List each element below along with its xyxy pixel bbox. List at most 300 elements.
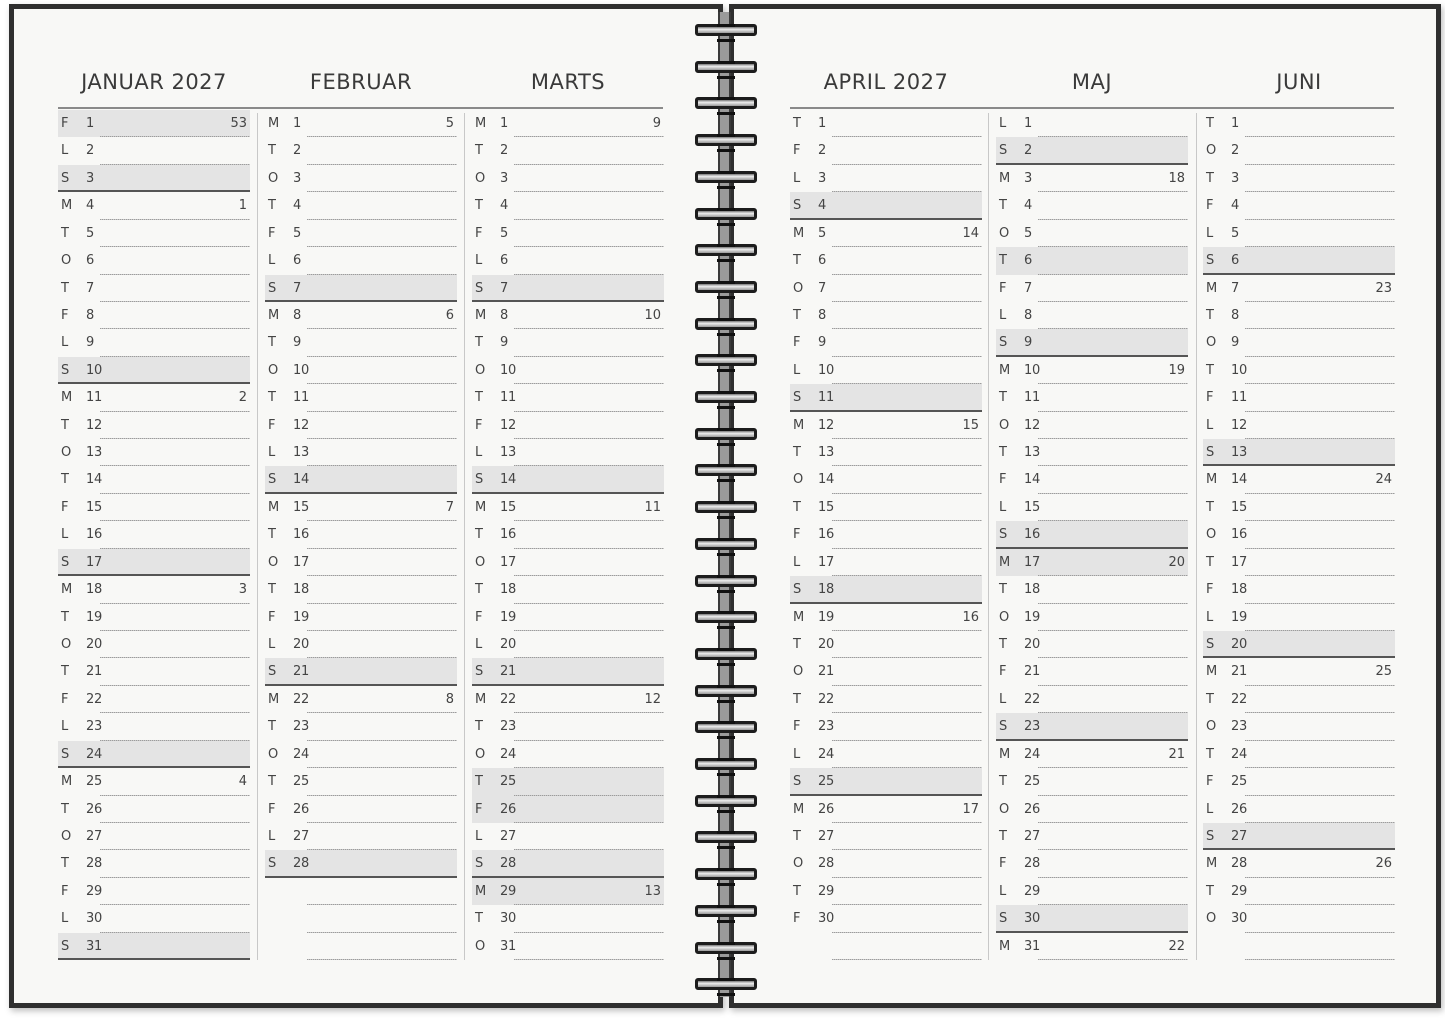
day-row[interactable]: [1203, 494, 1395, 521]
day-row[interactable]: [790, 275, 982, 302]
day-row[interactable]: [790, 247, 982, 274]
day-number: 3: [1024, 170, 1032, 186]
day-number: 7: [818, 280, 826, 296]
day-row[interactable]: [472, 192, 664, 219]
day-row[interactable]: [996, 384, 1188, 411]
day-row[interactable]: [58, 521, 250, 548]
spiral-ring-icon: [695, 685, 757, 697]
month-title: MARTS: [530, 70, 606, 94]
day-row[interactable]: [58, 933, 250, 960]
day-row[interactable]: [996, 494, 1188, 521]
day-row[interactable]: [58, 137, 250, 164]
weekday-letter: M: [999, 746, 1011, 762]
day-row[interactable]: [1203, 110, 1395, 137]
day-row[interactable]: [265, 302, 457, 329]
day-row[interactable]: [58, 165, 250, 192]
day-row[interactable]: [790, 357, 982, 384]
day-row[interactable]: [1203, 384, 1395, 411]
weekday-letter: T: [1206, 554, 1214, 570]
day-row[interactable]: [1203, 604, 1395, 631]
day-row[interactable]: [472, 275, 664, 302]
day-row[interactable]: [1203, 878, 1395, 905]
day-row[interactable]: [1203, 439, 1395, 466]
day-number: 22: [86, 691, 102, 707]
weekday-letter: M: [999, 938, 1011, 954]
day-row[interactable]: [790, 604, 982, 631]
day-row[interactable]: [996, 165, 1188, 192]
spiral-ring-icon: [695, 538, 757, 550]
day-row[interactable]: [265, 247, 457, 274]
day-row[interactable]: [1203, 713, 1395, 740]
day-row[interactable]: [1203, 768, 1395, 795]
day-number: 20: [86, 637, 102, 653]
day-row[interactable]: [996, 220, 1188, 247]
day-row[interactable]: [265, 631, 457, 658]
day-row[interactable]: [472, 658, 664, 685]
weekday-letter: S: [268, 472, 277, 488]
day-number: 25: [1231, 774, 1247, 790]
day-row[interactable]: [265, 796, 457, 823]
day-row[interactable]: [996, 796, 1188, 823]
day-row[interactable]: [1203, 412, 1395, 439]
weekday-letter: L: [61, 911, 69, 927]
day-row[interactable]: [790, 549, 982, 576]
day-row[interactable]: [472, 137, 664, 164]
day-number: 3: [86, 170, 94, 186]
weekday-letter: T: [793, 499, 801, 515]
day-row[interactable]: [265, 576, 457, 603]
weekday-letter: L: [999, 499, 1007, 515]
day-row[interactable]: [996, 439, 1188, 466]
day-row[interactable]: [472, 576, 664, 603]
day-row[interactable]: [265, 878, 457, 905]
day-number: 9: [1231, 335, 1239, 351]
day-row[interactable]: [58, 192, 250, 219]
day-row[interactable]: [472, 384, 664, 411]
week-number: 26: [1375, 856, 1392, 872]
day-number: 27: [818, 828, 834, 844]
day-row[interactable]: [472, 110, 664, 137]
day-row[interactable]: [790, 192, 982, 219]
day-number: 21: [293, 664, 309, 680]
day-row[interactable]: [472, 439, 664, 466]
day-number: 21: [818, 664, 834, 680]
weekday-letter: T: [61, 280, 69, 296]
day-row[interactable]: [265, 658, 457, 685]
day-number: 6: [1024, 253, 1032, 269]
day-row[interactable]: [58, 878, 250, 905]
day-row[interactable]: [58, 905, 250, 932]
weekday-letter: T: [793, 828, 801, 844]
day-row[interactable]: [265, 604, 457, 631]
month-title: JUNI: [1276, 70, 1322, 94]
weekday-letter: T: [475, 143, 483, 159]
day-row[interactable]: [790, 521, 982, 548]
day-number: 16: [1231, 527, 1247, 543]
weekday-letter: S: [475, 856, 484, 872]
day-row[interactable]: [790, 466, 982, 493]
day-row[interactable]: [996, 933, 1188, 960]
day-row[interactable]: [1203, 549, 1395, 576]
day-row[interactable]: [790, 412, 982, 439]
day-number: 5: [86, 225, 94, 241]
spiral-ring-icon: [695, 868, 757, 880]
day-number: 18: [293, 582, 309, 598]
weekday-letter: T: [61, 417, 69, 433]
day-number: 9: [86, 335, 94, 351]
day-row[interactable]: [996, 137, 1188, 164]
day-number: 22: [1231, 691, 1247, 707]
day-row[interactable]: [790, 741, 982, 768]
day-row[interactable]: [472, 768, 664, 795]
weekday-letter: T: [475, 911, 483, 927]
day-row[interactable]: [472, 466, 664, 493]
day-row[interactable]: [58, 412, 250, 439]
day-number: 26: [293, 801, 309, 817]
day-row[interactable]: [790, 165, 982, 192]
day-row[interactable]: [996, 713, 1188, 740]
day-row[interactable]: [790, 576, 982, 603]
spiral-ring-icon: [695, 134, 757, 146]
column-divider: [988, 113, 989, 960]
weekday-letter: T: [793, 637, 801, 653]
weekday-letter: T: [268, 390, 276, 406]
day-row[interactable]: [265, 439, 457, 466]
spiral-ring-icon: [695, 795, 757, 807]
weekday-letter: T: [475, 335, 483, 351]
day-row[interactable]: [996, 549, 1188, 576]
day-row[interactable]: [790, 494, 982, 521]
day-row[interactable]: [472, 412, 664, 439]
week-number: 24: [1375, 472, 1392, 488]
day-row[interactable]: [265, 713, 457, 740]
week-number: 22: [1168, 938, 1185, 954]
day-row[interactable]: [472, 713, 664, 740]
day-row[interactable]: [996, 110, 1188, 137]
month-title: FEBRUAR: [309, 70, 413, 94]
day-row[interactable]: [790, 823, 982, 850]
day-row[interactable]: [265, 329, 457, 356]
day-row[interactable]: [472, 823, 664, 850]
day-row[interactable]: [790, 905, 982, 932]
day-row[interactable]: [472, 631, 664, 658]
day-row[interactable]: [472, 494, 664, 521]
day-row[interactable]: [265, 549, 457, 576]
spiral-ring-icon: [695, 575, 757, 587]
day-number: 15: [1024, 499, 1040, 515]
day-row[interactable]: [472, 905, 664, 932]
day-row[interactable]: [58, 220, 250, 247]
day-row[interactable]: [58, 302, 250, 329]
day-row[interactable]: [58, 329, 250, 356]
weekday-letter: M: [793, 417, 805, 433]
day-row[interactable]: [472, 521, 664, 548]
day-row[interactable]: [996, 658, 1188, 685]
day-row[interactable]: [265, 823, 457, 850]
day-row[interactable]: [58, 686, 250, 713]
day-number: 11: [86, 390, 102, 406]
weekday-letter: F: [61, 499, 69, 515]
weekday-letter: F: [793, 335, 801, 351]
weekday-letter: F: [61, 116, 69, 131]
day-row[interactable]: [472, 165, 664, 192]
day-row[interactable]: [996, 768, 1188, 795]
day-row[interactable]: [996, 192, 1188, 219]
day-row[interactable]: [996, 850, 1188, 877]
day-number: 18: [86, 582, 102, 598]
day-row[interactable]: [1203, 576, 1395, 603]
day-row[interactable]: [58, 631, 250, 658]
day-row[interactable]: [790, 137, 982, 164]
day-row[interactable]: [996, 247, 1188, 274]
day-row[interactable]: [265, 850, 457, 877]
weekday-letter: F: [793, 143, 801, 159]
day-number: 29: [86, 883, 102, 899]
day-row[interactable]: [472, 549, 664, 576]
day-row[interactable]: [996, 357, 1188, 384]
day-row[interactable]: [58, 494, 250, 521]
day-row[interactable]: [996, 631, 1188, 658]
day-row[interactable]: [265, 357, 457, 384]
day-row[interactable]: [790, 933, 982, 960]
day-row[interactable]: [265, 466, 457, 493]
day-row[interactable]: [58, 796, 250, 823]
day-number: 15: [1231, 499, 1247, 515]
day-row[interactable]: [790, 384, 982, 411]
weekday-letter: O: [268, 170, 279, 186]
spiral-ring-icon: [695, 171, 757, 183]
weekday-letter: T: [61, 856, 69, 872]
day-row[interactable]: [790, 110, 982, 137]
weekday-letter: T: [1206, 170, 1214, 186]
day-number: 29: [1231, 883, 1247, 899]
day-row[interactable]: [996, 466, 1188, 493]
day-row[interactable]: [1203, 302, 1395, 329]
day-number: 1: [500, 116, 508, 131]
weekday-letter: T: [61, 664, 69, 680]
day-row[interactable]: [265, 768, 457, 795]
day-number: 17: [818, 554, 834, 570]
day-row[interactable]: [1203, 220, 1395, 247]
day-list: [1203, 110, 1395, 960]
day-row[interactable]: [1203, 686, 1395, 713]
day-row[interactable]: [472, 247, 664, 274]
day-row[interactable]: [472, 686, 664, 713]
weekday-letter: O: [1206, 527, 1217, 543]
day-row[interactable]: [996, 905, 1188, 932]
day-row[interactable]: [1203, 137, 1395, 164]
day-row[interactable]: [996, 302, 1188, 329]
week-number: 5: [445, 116, 454, 131]
day-row[interactable]: [58, 604, 250, 631]
day-number: 9: [1024, 335, 1032, 351]
day-row[interactable]: [1203, 247, 1395, 274]
weekday-letter: O: [793, 664, 804, 680]
day-row[interactable]: [996, 741, 1188, 768]
day-row[interactable]: [265, 192, 457, 219]
day-row[interactable]: [265, 905, 457, 932]
day-row[interactable]: [790, 878, 982, 905]
day-row[interactable]: [996, 576, 1188, 603]
spiral-ring-icon: [695, 391, 757, 403]
day-row[interactable]: [1203, 658, 1395, 685]
weekday-letter: L: [61, 143, 69, 159]
week-number: 23: [1375, 280, 1392, 296]
weekday-letter: F: [61, 691, 69, 707]
day-row[interactable]: [996, 412, 1188, 439]
day-row[interactable]: [1203, 796, 1395, 823]
day-row[interactable]: [58, 439, 250, 466]
day-row[interactable]: [472, 302, 664, 329]
day-number: 8: [1231, 307, 1239, 323]
day-row[interactable]: [1203, 275, 1395, 302]
day-row[interactable]: [1203, 521, 1395, 548]
day-number: 18: [1024, 582, 1040, 598]
day-row[interactable]: [265, 137, 457, 164]
day-row[interactable]: [996, 823, 1188, 850]
day-row[interactable]: [472, 220, 664, 247]
day-row[interactable]: [996, 604, 1188, 631]
weekday-letter: T: [793, 253, 801, 269]
day-number: 28: [818, 856, 834, 872]
day-number: 16: [818, 527, 834, 543]
weekday-letter: L: [1206, 417, 1214, 433]
day-row[interactable]: [472, 604, 664, 631]
day-number: 5: [293, 225, 301, 241]
day-row[interactable]: [1203, 823, 1395, 850]
day-row[interactable]: [58, 768, 250, 795]
weekday-letter: T: [475, 527, 483, 543]
day-number: 7: [293, 280, 301, 296]
month-title: MAJ: [1071, 70, 1113, 94]
day-row[interactable]: [58, 466, 250, 493]
day-row[interactable]: [1203, 741, 1395, 768]
day-row[interactable]: [790, 631, 982, 658]
day-row[interactable]: [58, 850, 250, 877]
day-row[interactable]: [472, 850, 664, 877]
day-row[interactable]: [996, 521, 1188, 548]
day-row[interactable]: [790, 796, 982, 823]
day-row[interactable]: [1203, 192, 1395, 219]
day-row[interactable]: [1203, 357, 1395, 384]
day-number: 30: [86, 911, 102, 927]
day-row[interactable]: [265, 412, 457, 439]
day-row[interactable]: [265, 686, 457, 713]
day-row[interactable]: [996, 329, 1188, 356]
day-row[interactable]: [790, 439, 982, 466]
day-number: 15: [500, 499, 516, 515]
day-row[interactable]: [58, 713, 250, 740]
day-row[interactable]: [265, 275, 457, 302]
day-number: 29: [500, 883, 516, 899]
day-row[interactable]: [265, 933, 457, 960]
day-row[interactable]: [265, 110, 457, 137]
day-row[interactable]: [265, 741, 457, 768]
day-row[interactable]: [1203, 466, 1395, 493]
day-row[interactable]: [1203, 631, 1395, 658]
day-row[interactable]: [472, 878, 664, 905]
day-row[interactable]: [58, 275, 250, 302]
day-row[interactable]: [58, 357, 250, 384]
weekday-letter: M: [61, 774, 73, 790]
day-number: 13: [293, 445, 309, 461]
day-row[interactable]: [58, 576, 250, 603]
weekday-letter: S: [268, 664, 277, 680]
weekday-letter: F: [1206, 774, 1214, 790]
day-row[interactable]: [1203, 329, 1395, 356]
day-row[interactable]: [58, 110, 250, 137]
day-row[interactable]: [790, 850, 982, 877]
weekday-letter: T: [1206, 499, 1214, 515]
day-number: 31: [1024, 938, 1040, 954]
day-number: 28: [293, 856, 309, 872]
day-row[interactable]: [265, 521, 457, 548]
day-number: 9: [500, 335, 508, 351]
week-number: 18: [1168, 170, 1185, 186]
day-number: 23: [293, 719, 309, 735]
day-number: 17: [293, 554, 309, 570]
week-number: 19: [1168, 362, 1185, 378]
weekday-letter: T: [1206, 307, 1214, 323]
day-number: 6: [293, 253, 301, 269]
day-number: 19: [1231, 609, 1247, 625]
day-row[interactable]: [58, 823, 250, 850]
day-number: 5: [1024, 225, 1032, 241]
day-row[interactable]: [1203, 933, 1395, 960]
day-row[interactable]: [472, 329, 664, 356]
weekday-letter: T: [61, 609, 69, 625]
day-number: 2: [1024, 143, 1032, 159]
day-row[interactable]: [265, 494, 457, 521]
day-number: 14: [818, 472, 834, 488]
day-row[interactable]: [996, 878, 1188, 905]
day-row[interactable]: [58, 384, 250, 411]
day-row[interactable]: [58, 658, 250, 685]
day-row[interactable]: [58, 247, 250, 274]
day-row[interactable]: [265, 220, 457, 247]
day-row[interactable]: [265, 165, 457, 192]
weekday-letter: T: [999, 828, 1007, 844]
day-row[interactable]: [58, 741, 250, 768]
day-row[interactable]: [790, 329, 982, 356]
day-row[interactable]: [790, 220, 982, 247]
day-number: 5: [1231, 225, 1239, 241]
day-row[interactable]: [790, 658, 982, 685]
day-row[interactable]: [1203, 905, 1395, 932]
day-row[interactable]: [790, 302, 982, 329]
day-number: 4: [1231, 198, 1239, 214]
day-row[interactable]: [472, 357, 664, 384]
day-row[interactable]: [1203, 165, 1395, 192]
spiral-ring-icon: [695, 758, 757, 770]
day-row[interactable]: [472, 933, 664, 960]
day-row[interactable]: [996, 686, 1188, 713]
day-row[interactable]: [265, 384, 457, 411]
day-row[interactable]: [472, 796, 664, 823]
day-row[interactable]: [58, 549, 250, 576]
day-row[interactable]: [996, 275, 1188, 302]
weekday-letter: F: [475, 225, 483, 241]
day-number: 1: [1024, 116, 1032, 131]
day-row[interactable]: [790, 768, 982, 795]
day-row[interactable]: [790, 713, 982, 740]
day-row[interactable]: [1203, 850, 1395, 877]
day-row[interactable]: [790, 686, 982, 713]
day-number: 14: [86, 472, 102, 488]
weekday-letter: O: [793, 472, 804, 488]
day-number: 7: [500, 280, 508, 296]
day-row[interactable]: [472, 741, 664, 768]
